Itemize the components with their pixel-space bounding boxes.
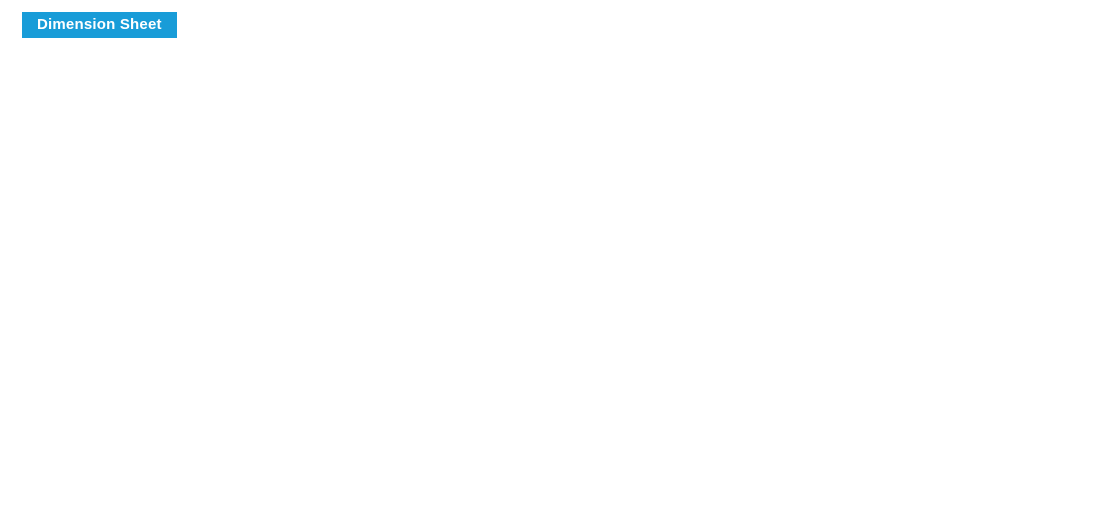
page-title: Dimension Sheet bbox=[22, 12, 177, 38]
